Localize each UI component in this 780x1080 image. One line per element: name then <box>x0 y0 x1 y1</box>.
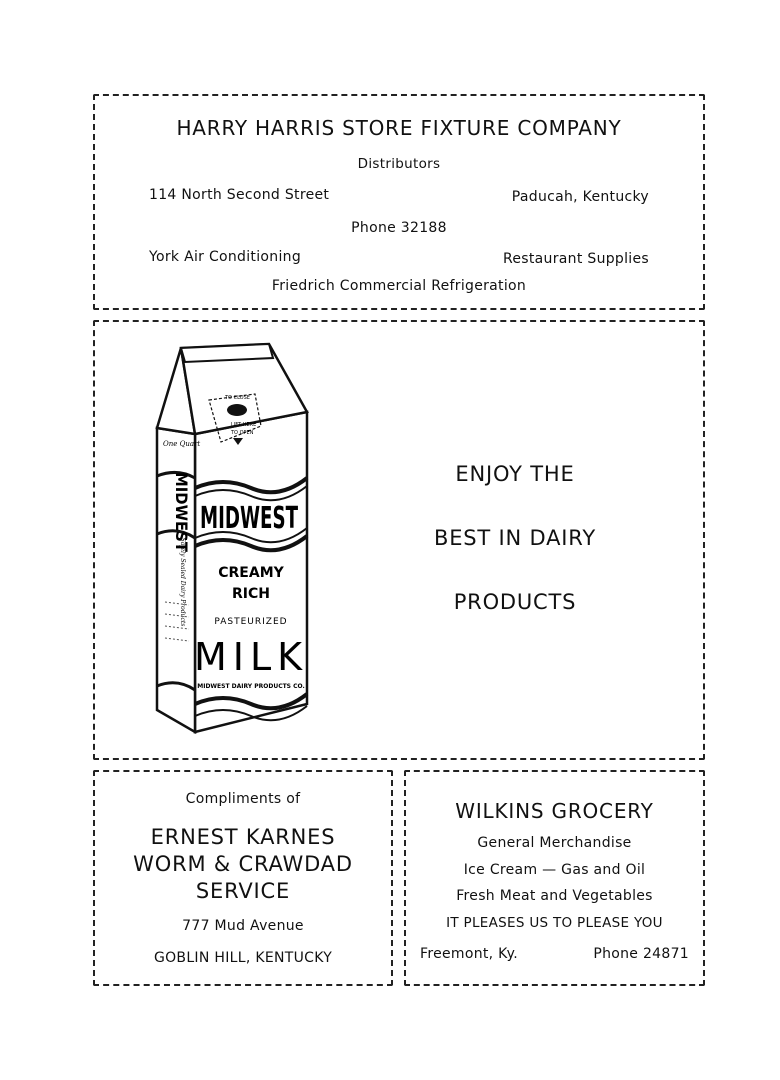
carton-pasteurized: PASTEURIZED <box>214 617 288 627</box>
karnes-name-line-2: WORM & CRAWDAD <box>133 852 353 876</box>
harris-line-bottom: Friedrich Commercial Refrigeration <box>271 278 527 294</box>
carton-brand: MIDWEST <box>200 501 299 536</box>
karnes-name-line-1: ERNEST KARNES <box>150 825 336 849</box>
carton-milk: MILK <box>193 635 309 679</box>
wilkins-phone: Phone 24871 <box>593 946 689 962</box>
harris-city: Paducah, Kentucky <box>511 189 649 205</box>
harris-address: 114 North Second Street <box>149 187 330 203</box>
harris-company-name: HARRY HARRIS STORE FIXTURE COMPANY <box>176 116 622 140</box>
dairy-line-2: BEST IN DAIRY <box>434 526 596 550</box>
carton-creamy: CREAMY <box>218 565 284 581</box>
karnes-address: 777 Mud Avenue <box>182 918 304 934</box>
harris-line-left: York Air Conditioning <box>149 249 302 265</box>
carton-size: One Quart <box>163 440 201 448</box>
harris-ad <box>93 94 705 310</box>
wilkins-line-3: Fresh Meat and Vegetables <box>456 888 653 904</box>
karnes-ad <box>93 770 393 986</box>
harris-subtitle: Distributors <box>357 156 441 172</box>
wilkins-line-1: General Merchandise <box>477 835 632 851</box>
karnes-name-line-3: SERVICE <box>195 879 291 903</box>
karnes-city: GOBLIN HILL, KENTUCKY <box>153 950 333 966</box>
carton-top-open: TO OPEN <box>231 430 254 436</box>
dairy-ad <box>93 320 705 760</box>
carton-top-close: TO CLOSE <box>225 395 250 401</box>
dairy-line-1: ENJOY THE <box>455 462 575 486</box>
carton-side-brand: MIDWEST <box>172 472 191 559</box>
wilkins-line-2: Ice Cream — Gas and Oil <box>463 862 646 878</box>
wilkins-slogan: IT PLEASES US TO PLEASE YOU <box>446 915 663 931</box>
milk-carton-illustration <box>151 342 321 742</box>
wilkins-name: WILKINS GROCERY <box>455 799 654 823</box>
carton-top-lift: LIFT HERE <box>231 422 257 428</box>
harris-phone: Phone 32188 <box>351 220 447 236</box>
carton-side-text: Safely Sealed Dairy Products <box>179 537 186 627</box>
harris-line-right: Restaurant Supplies <box>502 251 649 267</box>
carton-rich: RICH <box>232 586 270 602</box>
wilkins-ad <box>404 770 705 986</box>
karnes-intro: Compliments of <box>185 791 301 807</box>
carton-company: MIDWEST DAIRY PRODUCTS CO. <box>197 683 305 690</box>
dairy-line-3: PRODUCTS <box>453 590 577 614</box>
wilkins-city: Freemont, Ky. <box>420 946 518 962</box>
